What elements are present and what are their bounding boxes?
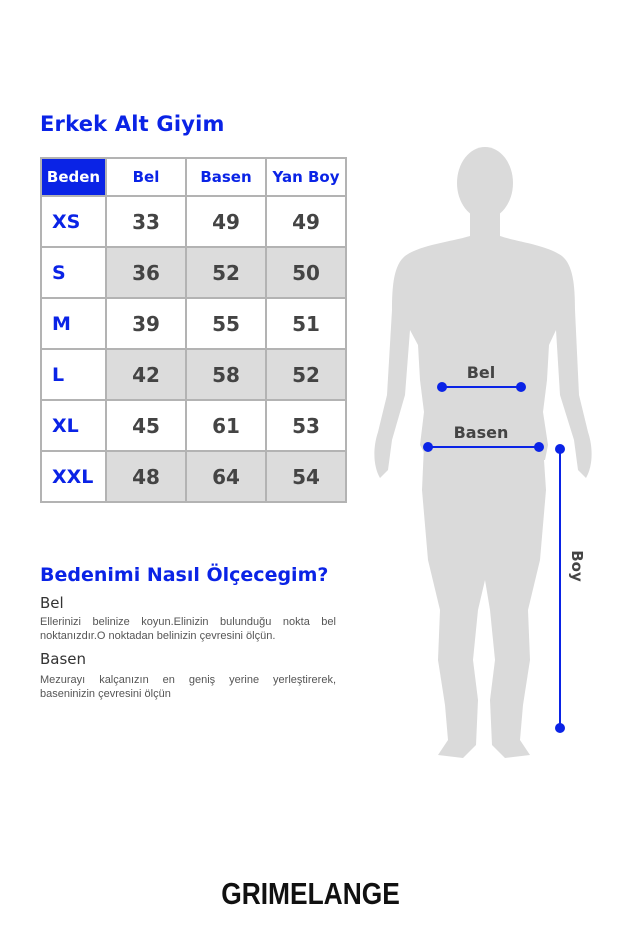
bel-cell: 36	[106, 247, 186, 298]
yan-boy-cell: 51	[266, 298, 346, 349]
boy-label: Boy	[568, 550, 586, 582]
size-cell: XS	[41, 196, 106, 247]
basen-cell: 64	[186, 451, 266, 502]
yan-boy-cell: 54	[266, 451, 346, 502]
basen-cell: 61	[186, 400, 266, 451]
basen-instructions: Mezurayı kalçanızın en geniş yerine yerleştirerek, baseninizin çevresini ölçün	[40, 674, 336, 700]
yan-boy-cell: 52	[266, 349, 346, 400]
bel-cell: 48	[106, 451, 186, 502]
yan-boy-cell: 49	[266, 196, 346, 247]
size-cell: S	[41, 247, 106, 298]
bel-label: Bel	[466, 363, 496, 382]
yan-boy-cell: 50	[266, 247, 346, 298]
yan-boy-cell: 53	[266, 400, 346, 451]
header-beden: Beden	[41, 158, 106, 196]
brand-logo: GRIMELANGE	[221, 876, 400, 911]
chart-title: Erkek Alt Giyim	[40, 112, 225, 136]
size-cell: XL	[41, 400, 106, 451]
bel-cell: 33	[106, 196, 186, 247]
basen-heading: Basen	[40, 650, 87, 668]
basen-cell: 52	[186, 247, 266, 298]
bel-heading: Bel	[40, 594, 64, 612]
howto-title: Bedenimi Nasıl Ölçecegim?	[40, 564, 329, 586]
size-cell: L	[41, 349, 106, 400]
bel-cell: 42	[106, 349, 186, 400]
bel-cell: 45	[106, 400, 186, 451]
basen-cell: 49	[186, 196, 266, 247]
bel-instructions: Ellerinizi belinize koyun.Elinizin bulunduğu nokta bel noktanızdır.O noktadan belinizin çevresini ölçün.	[40, 616, 336, 642]
size-cell: XXL	[41, 451, 106, 502]
basen-cell: 55	[186, 298, 266, 349]
basen-label: Basen	[453, 423, 509, 442]
bel-cell: 39	[106, 298, 186, 349]
header-bel: Bel	[106, 158, 186, 196]
size-cell: M	[41, 298, 106, 349]
header-basen: Basen	[186, 158, 266, 196]
header-yan-boy: Yan Boy	[266, 158, 346, 196]
basen-cell: 58	[186, 349, 266, 400]
